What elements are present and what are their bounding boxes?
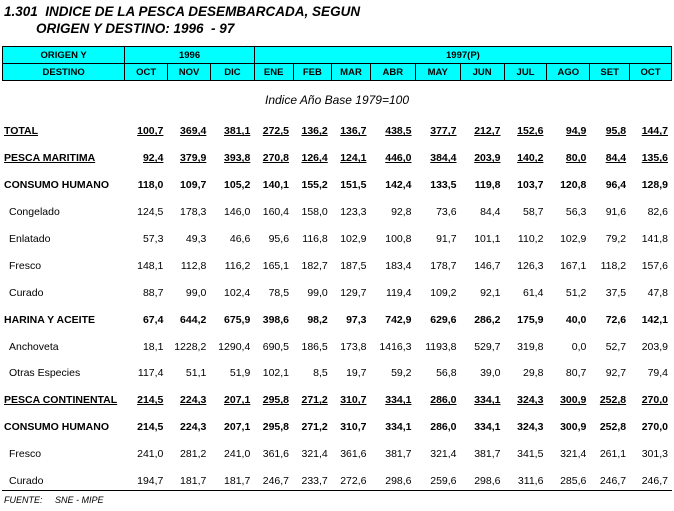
table-cell: 1416,3 <box>379 340 412 353</box>
table-cell: 140,2 <box>517 152 544 165</box>
index-base-note: Indice Año Base 1979=100 <box>264 93 409 107</box>
table-cell: 334,1 <box>385 394 412 407</box>
table-cell: 56,3 <box>565 206 587 219</box>
table-cell: 144,7 <box>641 125 668 138</box>
table-cell: 46,6 <box>229 233 251 245</box>
table-cell: 79,2 <box>605 233 627 245</box>
table-row <box>2 199 672 226</box>
table-cell: 334,1 <box>385 421 412 434</box>
table-cell: 207,1 <box>224 421 251 434</box>
table-cell: 72,6 <box>605 313 627 326</box>
table-cell: 141,8 <box>641 233 668 245</box>
table-cell: 167,1 <box>560 259 587 272</box>
table-cell: 298,6 <box>385 475 412 488</box>
table-cell: 629,6 <box>430 313 457 326</box>
table-cell: 148,1 <box>137 259 164 272</box>
table-row <box>2 414 672 441</box>
table-cell: 246,7 <box>641 475 668 488</box>
table-cell: 142,1 <box>641 313 668 326</box>
month-header: ABR <box>370 64 415 81</box>
table-row <box>2 118 672 145</box>
row-label: CONSUMO HUMANO <box>4 179 109 192</box>
table-cell: 92,8 <box>391 206 412 219</box>
table-cell: 118,2 <box>600 259 627 272</box>
table-cell: 1290,4 <box>218 340 251 353</box>
table-cell: 40,0 <box>565 313 587 326</box>
table-cell: 252,8 <box>599 421 627 434</box>
table-cell: 285,6 <box>560 475 587 488</box>
table-cell: 186,5 <box>301 340 328 353</box>
month-header: OCT <box>629 64 671 81</box>
table-cell: 246,7 <box>262 475 290 488</box>
table-cell: 82,6 <box>647 206 668 219</box>
row-label: Enlatado <box>9 233 51 245</box>
table-cell: 105,2 <box>224 179 251 192</box>
table-cell: 124,1 <box>340 152 367 165</box>
table-cell: 133,5 <box>430 179 457 192</box>
table-cell: 295,8 <box>262 421 290 434</box>
table-cell: 241,0 <box>137 448 164 461</box>
table-cell: 298,6 <box>474 475 501 488</box>
table-cell: 398,6 <box>262 313 290 326</box>
table-cell: 377,7 <box>430 125 457 138</box>
table-cell: 73,6 <box>436 206 457 219</box>
table-cell: 96,4 <box>605 179 627 192</box>
table-cell: 18,1 <box>142 340 164 353</box>
table-cell: 80,7 <box>565 367 587 380</box>
table-cell: 178,3 <box>180 206 207 219</box>
table-cell: 91,7 <box>436 233 457 245</box>
table-cell: 59,2 <box>391 367 412 380</box>
table-cell: 129,7 <box>340 286 367 299</box>
table-cell: 182,7 <box>301 259 328 272</box>
table-cell: 286,2 <box>474 313 501 326</box>
table-cell: 300,9 <box>560 421 587 434</box>
table-cell: 19,7 <box>346 367 367 380</box>
table-row <box>2 172 672 199</box>
table-row <box>2 360 672 387</box>
table-cell: 742,9 <box>385 313 412 326</box>
table-cell: 381,1 <box>224 125 251 138</box>
table-cell: 146,7 <box>474 259 501 272</box>
row-label: PESCA MARITIMA <box>4 152 96 165</box>
table-cell: 67,4 <box>142 313 164 326</box>
table-cell: 334,1 <box>474 421 501 434</box>
table-cell: 91,6 <box>605 206 627 219</box>
table-cell: 109,7 <box>180 179 207 192</box>
row-label: Fresco <box>9 448 42 461</box>
origin-header-line1: ORIGEN Y <box>3 47 125 64</box>
table-cell: 259,6 <box>430 475 457 488</box>
table-cell: 0,0 <box>571 340 587 353</box>
table-cell: 381,7 <box>474 448 501 461</box>
table-cell: 100,7 <box>137 125 164 138</box>
table-cell: 295,8 <box>262 394 290 407</box>
table-cell: 175,9 <box>517 313 544 326</box>
table-cell: 102,1 <box>262 367 290 380</box>
table-cell: 124,5 <box>137 206 164 219</box>
table-cell: 100,8 <box>385 233 412 245</box>
table-cell: 321,4 <box>430 448 457 461</box>
table-cell: 310,7 <box>340 421 367 434</box>
table-cell: 301,3 <box>641 448 668 461</box>
row-label: CONSUMO HUMANO <box>4 421 109 434</box>
table-cell: 181,7 <box>224 475 251 488</box>
year-1997-header: 1997(P) <box>254 47 671 64</box>
table-cell: 120,8 <box>560 179 587 192</box>
table-cell: 165,1 <box>262 259 290 272</box>
origin-header-line2: DESTINO <box>3 64 125 81</box>
month-header: FEB <box>293 64 332 81</box>
table-cell: 272,6 <box>340 475 367 488</box>
table-cell: 51,9 <box>229 367 251 380</box>
row-label: TOTAL <box>4 125 39 138</box>
table-cell: 158,0 <box>301 206 328 219</box>
table-cell: 97,3 <box>346 313 367 326</box>
table-cell: 181,7 <box>180 475 207 488</box>
column-header <box>2 46 672 81</box>
table-cell: 157,6 <box>641 259 668 272</box>
table-cell: 92,7 <box>605 367 627 380</box>
table-cell: 99,0 <box>307 286 328 299</box>
month-header: ENE <box>254 64 293 81</box>
table-cell: 224,3 <box>180 394 207 407</box>
row-label: Congelado <box>9 206 60 219</box>
table-cell: 92,4 <box>142 152 164 165</box>
row-label: HARINA Y ACEITE <box>4 313 96 326</box>
table-cell: 270,0 <box>641 421 668 434</box>
table-cell: 334,1 <box>474 394 501 407</box>
table-cell: 118,0 <box>137 179 164 192</box>
table-cell: 644,2 <box>180 313 207 326</box>
row-label: Fresco <box>9 259 42 272</box>
table-cell: 49,3 <box>185 233 207 245</box>
month-header: MAY <box>415 64 460 81</box>
month-header: NOV <box>168 64 211 81</box>
table-cell: 78,5 <box>268 286 290 299</box>
table-cell: 61,4 <box>522 286 544 299</box>
table-cell: 92,1 <box>480 286 501 299</box>
table-cell: 214,5 <box>137 394 164 407</box>
table-cell: 446,0 <box>385 152 412 165</box>
row-label: Curado <box>9 475 44 488</box>
table-cell: 252,8 <box>599 394 627 407</box>
table-cell: 57,3 <box>142 233 164 245</box>
table-cell: 39,0 <box>480 367 501 380</box>
table-cell: 300,9 <box>560 394 587 407</box>
table-cell: 270,0 <box>641 394 668 407</box>
table-cell: 135,6 <box>641 152 668 165</box>
table-cell: 286,0 <box>430 421 457 434</box>
table-cell: 102,4 <box>224 286 251 299</box>
table-cell: 37,5 <box>605 286 627 299</box>
table-cell: 281,2 <box>180 448 207 461</box>
table-cell: 178,7 <box>430 259 457 272</box>
table-cell: 128,9 <box>641 179 668 192</box>
table-cell: 102,9 <box>340 233 367 245</box>
table-cell: 173,8 <box>340 340 367 353</box>
month-header: JUN <box>460 64 504 81</box>
table-row <box>2 252 672 279</box>
table-cell: 438,5 <box>385 125 412 138</box>
table-cell: 99,0 <box>185 286 207 299</box>
table-cell: 136,7 <box>340 125 367 138</box>
table-cell: 51,1 <box>185 367 207 380</box>
table-cell: 321,4 <box>560 448 587 461</box>
table-cell: 117,4 <box>137 367 164 380</box>
row-label: Curado <box>9 286 44 299</box>
table-title <box>4 3 360 37</box>
table-cell: 123,3 <box>340 206 367 219</box>
table-cell: 119,4 <box>386 286 412 299</box>
table-cell: 187,5 <box>340 259 367 272</box>
table-cell: 319,8 <box>517 340 544 353</box>
month-header: OCT <box>125 64 168 81</box>
month-header: AGO <box>547 64 590 81</box>
table-cell: 103,7 <box>517 179 544 192</box>
table-cell: 29,8 <box>522 367 544 380</box>
table-cell: 119,8 <box>474 179 501 192</box>
title-line-1: 1.301 INDICE DE LA PESCA DESEMBARCADA, SEGUN <box>4 4 361 19</box>
table-cell: 183,4 <box>385 259 412 272</box>
table-cell: 270,8 <box>262 152 290 165</box>
table-cell: 84,4 <box>605 152 627 165</box>
table-cell: 136,2 <box>301 125 328 138</box>
table-cell: 207,1 <box>224 394 251 407</box>
table-cell: 142,4 <box>385 179 412 192</box>
table-row <box>2 387 672 414</box>
row-label: Anchoveta <box>9 340 59 353</box>
table-cell: 47,8 <box>647 286 668 299</box>
table-cell: 529,7 <box>474 340 501 353</box>
table-cell: 151,5 <box>340 179 367 192</box>
month-header: DIC <box>210 64 254 81</box>
row-label: PESCA CONTINENTAL <box>4 394 118 407</box>
table-cell: 155,2 <box>301 179 328 192</box>
data-table <box>2 118 672 494</box>
table-cell: 324,3 <box>517 421 544 434</box>
table-cell: 146,0 <box>224 206 251 219</box>
title-line-2: ORIGEN Y DESTINO: 1996 - 97 <box>36 21 235 36</box>
table-cell: 51,2 <box>565 286 587 299</box>
table-cell: 261,1 <box>599 448 627 461</box>
table-cell: 1193,8 <box>425 340 457 353</box>
table-cell: 79,4 <box>647 367 668 380</box>
table-cell: 80,0 <box>565 152 587 165</box>
table-cell: 126,4 <box>301 152 328 165</box>
table-cell: 246,7 <box>599 475 627 488</box>
table-cell: 194,7 <box>137 475 164 488</box>
table-cell: 160,4 <box>262 206 290 219</box>
table-cell: 109,2 <box>430 286 457 299</box>
table-cell: 203,9 <box>641 340 668 353</box>
table-cell: 8,5 <box>313 367 328 380</box>
year-1996-header: 1996 <box>125 47 255 64</box>
table-cell: 690,5 <box>262 340 290 353</box>
table-cell: 361,6 <box>262 448 290 461</box>
table-cell: 341,5 <box>517 448 544 461</box>
table-row <box>2 279 672 306</box>
table-cell: 203,9 <box>474 152 501 165</box>
table-cell: 272,5 <box>262 125 290 138</box>
table-cell: 101,1 <box>474 233 501 245</box>
footer-rule <box>2 490 672 491</box>
month-header: JUL <box>504 64 547 81</box>
table-cell: 675,9 <box>224 313 251 326</box>
table-row <box>2 441 672 468</box>
table-cell: 369,4 <box>180 125 207 138</box>
table-cell: 112,8 <box>180 259 207 272</box>
table-cell: 1228,2 <box>174 340 207 353</box>
table-cell: 52,7 <box>605 340 627 353</box>
table-cell: 310,7 <box>340 394 367 407</box>
table-cell: 241,0 <box>224 448 251 461</box>
table-cell: 98,2 <box>307 313 328 326</box>
row-label: Otras Especies <box>9 367 81 380</box>
table-cell: 393,8 <box>224 152 251 165</box>
table-cell: 84,4 <box>480 206 501 219</box>
table-cell: 116,2 <box>224 259 251 272</box>
table-cell: 212,7 <box>474 125 501 138</box>
month-header: MAR <box>332 64 371 81</box>
table-cell: 140,1 <box>262 179 290 192</box>
table-cell: 361,6 <box>340 448 367 461</box>
table-row <box>2 226 672 253</box>
table-row <box>2 333 672 360</box>
table-cell: 126,3 <box>517 259 544 272</box>
table-cell: 56,8 <box>436 367 457 380</box>
source-note: FUENTE: SNE - MIPE <box>4 495 104 505</box>
table-cell: 286,0 <box>430 394 457 407</box>
table-cell: 102,9 <box>560 233 587 245</box>
table-cell: 381,7 <box>385 448 412 461</box>
month-header: SET <box>590 64 630 81</box>
table-row <box>2 145 672 172</box>
table-cell: 214,5 <box>137 421 164 434</box>
table-cell: 94,9 <box>565 125 587 138</box>
table-cell: 311,6 <box>517 475 544 488</box>
table-cell: 224,3 <box>180 421 207 434</box>
table-cell: 88,7 <box>142 286 164 299</box>
table-cell: 271,2 <box>301 394 328 407</box>
table-cell: 116,8 <box>302 233 328 245</box>
table-cell: 110,2 <box>517 233 544 245</box>
table-row <box>2 306 672 333</box>
table-cell: 58,7 <box>522 206 544 219</box>
table-cell: 379,9 <box>180 152 207 165</box>
table-cell: 324,3 <box>517 394 544 407</box>
table-cell: 95,8 <box>605 125 627 138</box>
table-cell: 233,7 <box>301 475 328 488</box>
table-cell: 384,4 <box>430 152 457 165</box>
table-cell: 271,2 <box>301 421 328 434</box>
table-cell: 152,6 <box>517 125 544 138</box>
table-cell: 95,6 <box>268 233 290 245</box>
table-cell: 321,4 <box>301 448 328 461</box>
